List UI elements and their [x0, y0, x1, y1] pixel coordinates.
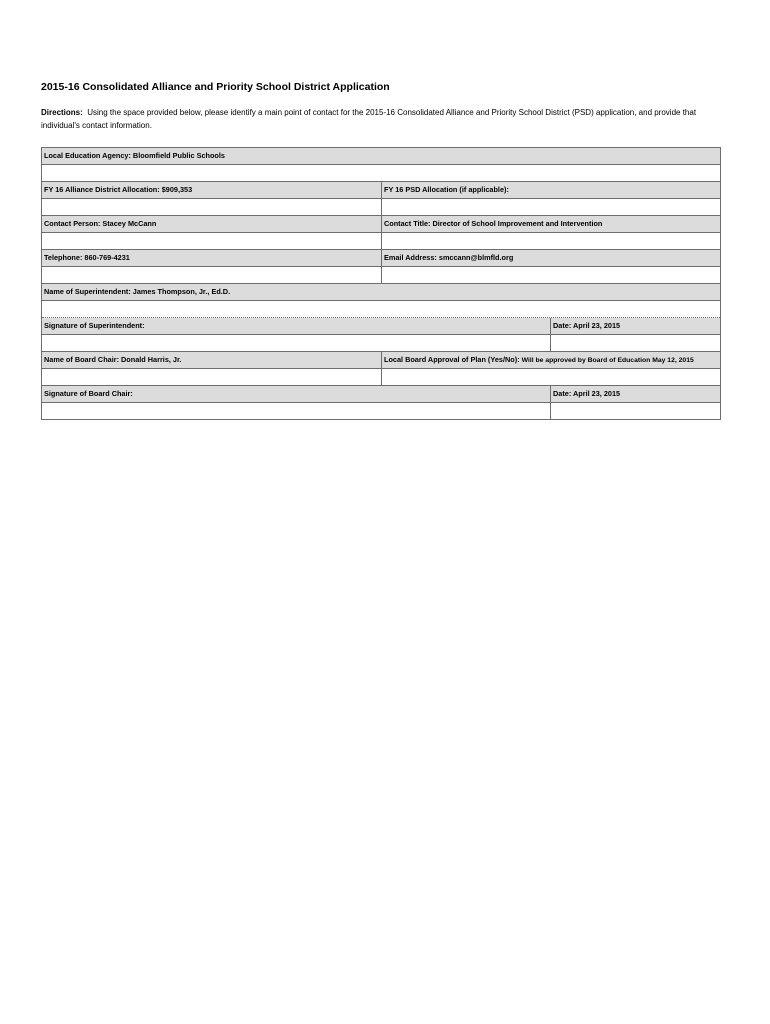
board-chair-input-row	[42, 369, 720, 386]
superintendent-name-field[interactable]	[42, 301, 720, 317]
directions-label: Directions:	[41, 108, 83, 117]
telephone-label: Telephone: 860-769-4231	[44, 253, 130, 262]
superintendent-row	[42, 284, 720, 301]
board-chair-signature-row	[42, 386, 720, 403]
superintendent-signature-field[interactable]	[42, 335, 550, 351]
board-chair-name-field[interactable]	[42, 369, 381, 385]
contact-title-field[interactable]	[381, 233, 720, 249]
lea-input-row	[42, 165, 720, 182]
contact-input-row	[42, 233, 720, 250]
board-chair-name-label: Name of Board Chair: Donald Harris, Jr.	[44, 355, 182, 364]
page-title: 2015-16 Consolidated Alliance and Priority School District Application	[41, 81, 390, 93]
allocation-row	[42, 182, 720, 199]
board-chair-date-field[interactable]	[550, 403, 720, 419]
superintendent-date-field[interactable]	[550, 335, 720, 351]
lea-field[interactable]	[42, 165, 720, 181]
board-approval-label: Local Board Approval of Plan (Yes/No):	[384, 355, 520, 364]
alliance-allocation-label: FY 16 Alliance District Allocation: $909,353	[44, 185, 193, 194]
board-approval-value: Will be approved by Board of Education May 12, 2015	[521, 357, 694, 364]
alliance-allocation-field[interactable]	[42, 199, 381, 215]
board-chair-signature-label: Signature of Board Chair:	[44, 389, 133, 398]
superintendent-signature-row	[42, 318, 720, 335]
telephone-field[interactable]	[42, 267, 381, 283]
lea-row	[42, 148, 720, 165]
email-field[interactable]	[381, 267, 720, 283]
contact-person-field[interactable]	[42, 233, 381, 249]
email-label: Email Address: smccann@blmfld.org	[381, 250, 720, 266]
contact-form	[41, 147, 721, 420]
board-chair-signature-input-row	[42, 403, 720, 420]
board-chair-signature-field[interactable]	[42, 403, 550, 419]
contact-title-label: Contact Title: Director of School Improvement and Intervention	[381, 216, 720, 232]
allocation-input-row	[42, 199, 720, 216]
phone-email-row	[42, 250, 720, 267]
contact-person-label: Contact Person: Stacey McCann	[44, 219, 157, 228]
board-approval-field[interactable]	[381, 369, 720, 385]
directions-text: Using the space provided below, please identify a main point of contact for the 2015-16 Consolidated Alliance and Priority School District (PSD) application, and provide that individual's contact information.	[41, 108, 697, 130]
board-approval-cell	[381, 352, 720, 368]
board-chair-row	[42, 352, 720, 369]
superintendent-input-row	[42, 301, 720, 318]
superintendent-signature-label: Signature of Superintendent:	[44, 321, 145, 330]
psd-allocation-label: FY 16 PSD Allocation (if applicable):	[381, 182, 720, 198]
superintendent-name-label: Name of Superintendent: James Thompson, Jr., Ed.D.	[44, 287, 231, 296]
contact-row	[42, 216, 720, 233]
lea-label: Local Education Agency: Bloomfield Public Schools	[44, 151, 225, 160]
superintendent-signature-input-row	[42, 335, 720, 352]
directions	[41, 106, 721, 132]
psd-allocation-field[interactable]	[381, 199, 720, 215]
superintendent-date-label: Date: April 23, 2015	[550, 318, 720, 334]
board-chair-date-label: Date: April 23, 2015	[550, 386, 720, 402]
phone-email-input-row	[42, 267, 720, 284]
